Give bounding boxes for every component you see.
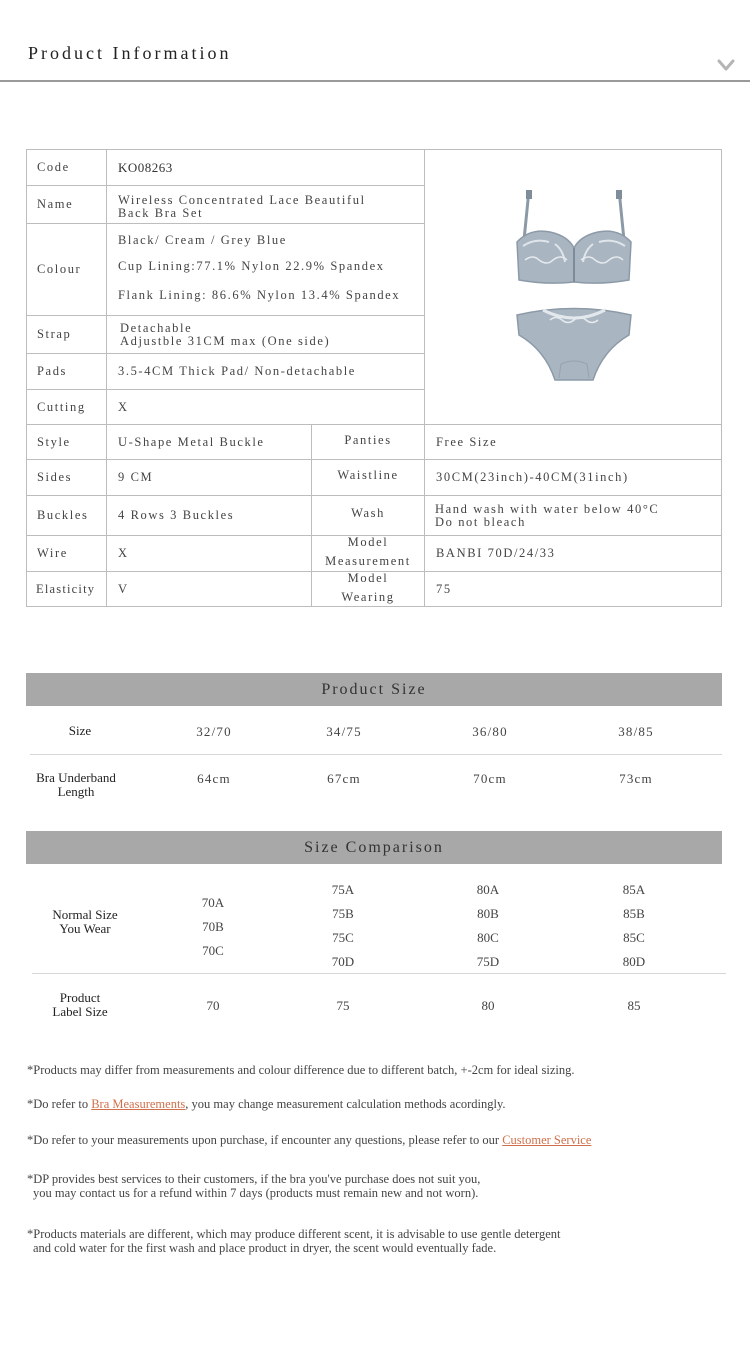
wash-value-line2: Do not bleach (435, 514, 526, 529)
normal-size-cell: 70D (331, 954, 355, 969)
normal-size-cell: 85C (623, 930, 645, 945)
note-bra-measurements (27, 1097, 506, 1111)
wire-value: X (107, 536, 312, 572)
size-divider (30, 754, 722, 755)
note-scent (27, 1227, 561, 1255)
bra-measurements-link[interactable]: Bra Measurements (91, 1097, 186, 1111)
underband-label-line2: Length (57, 784, 95, 799)
page-header (0, 0, 750, 82)
name-value-line1: Wireless Concentrated Lace Beautiful (118, 192, 366, 207)
cutting-value: X (107, 390, 425, 425)
size-col-1: 32/70 (196, 724, 232, 739)
name-value (107, 186, 425, 224)
note-4-line2: you may contact us for a refund within 7 days (products must remain new and not worn). (33, 1186, 479, 1200)
product-info-table (26, 149, 722, 607)
normal-size-cell: 80C (477, 930, 499, 945)
model-measurement-line2: Measurement (325, 553, 411, 568)
size-col-3: 36/80 (472, 724, 508, 739)
normal-size-label-line1: Normal Size (52, 907, 118, 922)
normal-size-col-2 (313, 878, 373, 974)
name-label: Name (27, 186, 107, 224)
colour-label: Colour (27, 224, 107, 316)
sides-value: 9 CM (107, 460, 312, 496)
waistline-label: Waistline (312, 460, 425, 496)
note-customer-service (27, 1133, 591, 1147)
underband-label (20, 771, 132, 799)
strap-value (107, 316, 425, 354)
product-label-size-line1: Product (59, 990, 101, 1005)
normal-size-cell: 70B (202, 919, 224, 934)
normal-size-cell: 80A (476, 882, 500, 897)
name-value-line2: Back Bra Set (118, 205, 204, 220)
size-col-2: 34/75 (326, 724, 362, 739)
label-size-col-4: 85 (627, 998, 641, 1013)
customer-service-link[interactable]: Customer Service (502, 1133, 592, 1147)
normal-size-cell: 75A (331, 882, 355, 897)
strap-value-line2: Adjustble 31CM max (One side) (120, 333, 331, 348)
size-header-label: Size (68, 723, 92, 738)
normal-size-col-4 (604, 878, 664, 974)
page-title: Product Information (28, 43, 232, 63)
underband-col-2: 67cm (327, 771, 361, 786)
model-measurement-line1: Model (347, 534, 389, 549)
label-size-col-2: 75 (336, 998, 350, 1013)
normal-size-cell: 70C (202, 943, 224, 958)
wash-value (425, 496, 722, 536)
flank-lining: Flank Lining: 86.6% Nylon 13.4% Spandex (118, 288, 401, 302)
pads-value: 3.5-4CM Thick Pad/ Non-detachable (107, 354, 425, 390)
bra-set-illustration (425, 150, 722, 425)
code-label: Code (27, 150, 107, 186)
sides-label: Sides (27, 460, 107, 496)
buckles-value: 4 Rows 3 Buckles (107, 496, 312, 536)
underband-label-line1: Bra Underband (36, 770, 116, 785)
underband-col-3: 70cm (473, 771, 507, 786)
normal-size-label (30, 908, 140, 936)
strap-value-line1: Detachable (120, 320, 193, 335)
strap-label: Strap (27, 316, 107, 354)
note-2-prefix: *Do refer to (27, 1097, 92, 1111)
pads-label: Pads (27, 354, 107, 390)
model-wearing-label (312, 572, 425, 607)
product-label-size-line2: Label Size (52, 1004, 108, 1019)
underband-col-4: 73cm (619, 771, 653, 786)
note-4-line1: *DP provides best services to their customers, if the bra you've purchase does not suit you, (27, 1172, 481, 1186)
waistline-value: 30CM(23inch)-40CM(31inch) (425, 460, 722, 496)
elasticity-value: V (107, 572, 312, 607)
header-divider (0, 80, 750, 82)
normal-size-label-line2: You Wear (59, 921, 111, 936)
note-5-line1: *Products materials are different, which may produce different scent, it is advisable to use gentle detergent (27, 1227, 561, 1241)
panties-label: Panties (312, 425, 425, 460)
normal-size-col-1 (183, 891, 243, 963)
normal-size-cell: 75D (476, 954, 500, 969)
product-size-title: Product Size (26, 673, 722, 706)
panties-value: Free Size (425, 425, 722, 460)
model-wearing-value: 75 (436, 582, 452, 596)
model-measurement-value: BANBI 70D/24/33 (425, 536, 722, 572)
style-label: Style (27, 425, 107, 460)
wire-label: Wire (27, 536, 107, 572)
label-size-col-1: 70 (206, 998, 220, 1013)
code-value: KO08263 (107, 150, 425, 186)
normal-size-cell: 85A (622, 882, 646, 897)
colour-options: Black/ Cream / Grey Blue (118, 233, 287, 247)
chevron-down-icon[interactable] (716, 57, 736, 73)
normal-size-cell: 85B (623, 906, 645, 921)
note-2-suffix: , you may change measurement calculation methods acordingly. (185, 1097, 506, 1111)
normal-size-cell: 70A (201, 895, 225, 910)
normal-size-cell: 75B (332, 906, 354, 921)
size-col-4: 38/85 (618, 724, 654, 739)
label-size-col-3: 80 (481, 998, 495, 1013)
model-wearing-line2: Wearing (341, 589, 395, 604)
note-5-line2: and cold water for the first wash and place product in dryer, the scent would eventually fade. (33, 1241, 497, 1255)
wash-value-line1: Hand wash with water below 40°C (435, 501, 660, 516)
elasticity-label: Elasticity (27, 572, 107, 607)
model-measurement-label (312, 536, 425, 572)
note-refund (27, 1172, 480, 1200)
wash-label: Wash (312, 496, 425, 536)
product-label-size-label (30, 991, 130, 1019)
cutting-label: Cutting (27, 390, 107, 425)
product-image (425, 150, 722, 425)
note-measurements: *Products may differ from measurements and colour difference due to different batch, +-2cm for ideal sizing. (27, 1063, 575, 1077)
normal-size-col-3 (458, 878, 518, 974)
normal-size-cell: 80D (622, 954, 646, 969)
model-wearing-line1: Model (347, 570, 389, 585)
comparison-divider (32, 973, 726, 974)
normal-size-cell: 75C (332, 930, 354, 945)
note-3-prefix: *Do refer to your measurements upon purchase, if encounter any questions, please refer to our (27, 1133, 503, 1147)
style-value: U-Shape Metal Buckle (107, 425, 312, 460)
cup-lining: Cup Lining:77.1% Nylon 22.9% Spandex (118, 259, 385, 273)
normal-size-cell: 80B (477, 906, 499, 921)
size-comparison-title: Size Comparison (26, 831, 722, 864)
underband-col-1: 64cm (197, 771, 231, 786)
buckles-label: Buckles (27, 496, 107, 536)
colour-value (107, 224, 425, 316)
